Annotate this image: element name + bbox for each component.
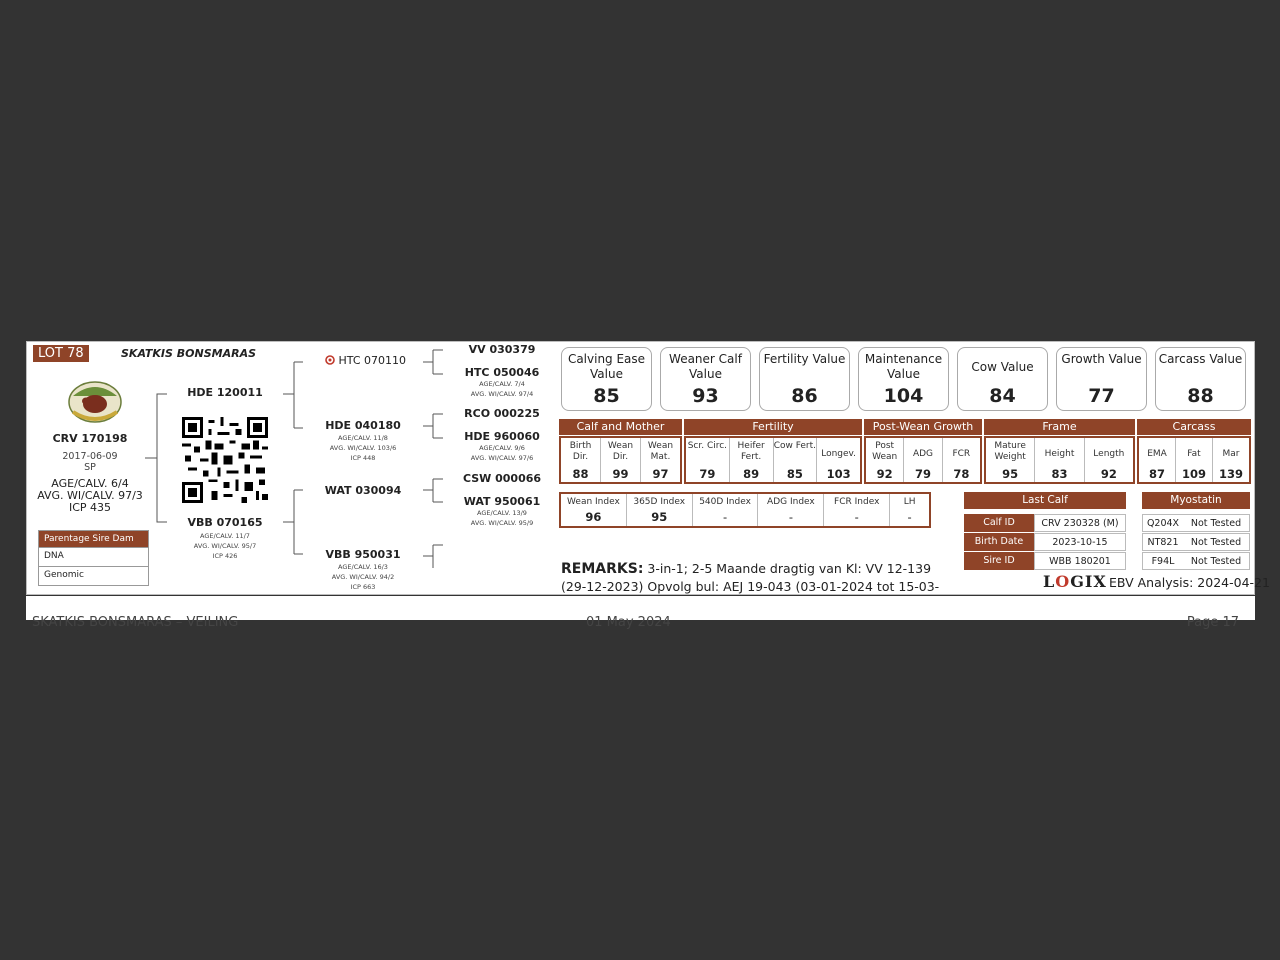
value-number: 77 <box>1088 385 1115 407</box>
index-value: 95 <box>651 510 668 524</box>
ebv-value: 97 <box>652 467 669 481</box>
ebv-value: 79 <box>699 467 716 481</box>
ebv-label: Scr. Circ. <box>687 441 728 451</box>
ebv-table-fertility <box>684 436 862 484</box>
index-cell <box>824 494 890 526</box>
value-label: Carcass Value <box>1158 352 1243 366</box>
myostatin-row <box>1142 552 1250 570</box>
value-label: Cow Value <box>971 360 1034 374</box>
ebv-cell <box>641 438 680 482</box>
value-label: Maintenance Value <box>864 352 943 381</box>
index-cell <box>758 494 824 526</box>
ebv-label: Post Wean <box>872 441 898 462</box>
value-label: Weaner Calf Value <box>669 352 742 381</box>
ebv-cell <box>774 438 818 482</box>
index-cell <box>627 494 693 526</box>
animal-dob: 2017-06-09 <box>62 451 118 462</box>
myostatin-status: Not Tested <box>1190 537 1242 548</box>
ebv-value: 103 <box>826 467 851 481</box>
last-calf-key: Sire ID <box>964 552 1034 570</box>
logo-letter: O <box>1055 572 1071 591</box>
group-header-carcass: Carcass <box>1137 419 1251 435</box>
group-header-fertility: Fertility <box>684 419 862 435</box>
sire-id: HDE 120011 <box>187 386 263 399</box>
gen3-id: CSW 000066 <box>462 472 542 485</box>
sire-sire-id: HTC 070110 <box>338 354 407 367</box>
index-cell <box>561 494 627 526</box>
last-calf-key: Birth Date <box>964 533 1034 551</box>
ebv-value: 92 <box>876 467 893 481</box>
value-label: Fertility Value <box>763 352 846 366</box>
ebv-value: 78 <box>953 467 970 481</box>
last-calf-header: Last Calf <box>964 492 1126 509</box>
ebv-label: Length <box>1093 449 1125 459</box>
dam-avg-wi: AVG. WI/CALV. 95/7 <box>193 542 257 550</box>
dam-sire-id: WAT 030094 <box>324 484 402 497</box>
parentage-row-dna: DNA <box>39 547 148 566</box>
gen3-age-calv: AGE/CALV. 9/6 <box>479 444 525 452</box>
value-box-growth <box>1056 347 1147 411</box>
ebv-label: Wean Mat. <box>647 441 674 462</box>
ebv-label: Longev. <box>821 449 857 459</box>
sire-sire <box>325 354 406 367</box>
value-number: 86 <box>791 385 818 407</box>
index-label: 365D Index <box>633 497 686 507</box>
dam-dam-age-calv: AGE/CALV. 16/3 <box>338 563 388 571</box>
last-calf-row <box>964 514 1126 532</box>
ebv-label: Mature Weight <box>994 441 1026 462</box>
ebv-value: 88 <box>572 467 589 481</box>
index-label: 540D Index <box>699 497 751 507</box>
value-number: 93 <box>692 385 719 407</box>
animal-icp: ICP 435 <box>68 501 112 514</box>
ebv-value: 99 <box>612 467 629 481</box>
dam-dam-icp: ICP 663 <box>350 583 376 591</box>
index-label: ADG Index <box>767 497 815 507</box>
ebv-cell <box>561 438 601 482</box>
dam-age-calv: AGE/CALV. 11/7 <box>200 532 250 540</box>
dam-dam-avg-wi: AVG. WI/CALV. 94/2 <box>331 573 395 581</box>
ebv-table-post-wean <box>864 436 982 484</box>
target-icon <box>325 355 335 365</box>
footer-page: Page 17 <box>1186 615 1239 630</box>
ebv-cell <box>1139 438 1176 482</box>
ebv-cell <box>904 438 942 482</box>
value-number: 85 <box>593 385 620 407</box>
animal-id: CRV 170198 <box>52 432 128 445</box>
ebv-cell <box>986 438 1035 482</box>
gen3-id: HDE 960060 <box>464 430 540 443</box>
group-header-frame: Frame <box>984 419 1135 435</box>
value-box-calving-ease <box>561 347 652 411</box>
gen3-id: WAT 950061 <box>463 495 541 508</box>
index-table <box>559 492 931 528</box>
ebv-cell <box>1213 438 1249 482</box>
myostatin-gene: Q204X <box>1146 518 1180 529</box>
myostatin-gene: F94L <box>1151 556 1175 567</box>
ebv-value: 85 <box>786 467 803 481</box>
value-box-weaner-calf <box>660 347 751 411</box>
page-footer <box>26 596 1255 630</box>
logo-letter: L <box>1043 572 1056 591</box>
ebv-cell <box>1176 438 1213 482</box>
ebv-label: Heifer Fert. <box>737 441 765 462</box>
value-box-carcass <box>1155 347 1246 411</box>
footer-left: SKATKIS BONSMARAS – VEILING <box>32 615 239 630</box>
lot-card <box>26 341 1270 595</box>
ebv-label: Height <box>1044 449 1075 459</box>
gen3-age-calv: AGE/CALV. 13/9 <box>477 509 527 517</box>
myostatin-gene: NT821 <box>1147 537 1179 548</box>
remarks-text: 3-in-1; 2-5 Maande dragtig van Kl: VV 12-139 (29-12-2023) Opvolg bul: AEJ 19-043 (03-01-2024 tot 15-03- <box>561 561 940 594</box>
group-header-post-wean: Post-Wean Growth <box>864 419 982 435</box>
ebv-cell <box>601 438 641 482</box>
value-number: 104 <box>883 385 924 407</box>
ebv-label: FCR <box>952 449 971 459</box>
ebv-label: Wean Dir. <box>607 441 634 462</box>
index-label: LH <box>903 497 916 507</box>
logo-letter: GIX <box>1070 572 1107 591</box>
ebv-analysis-date: EBV Analysis: 2024-04-21 <box>1109 575 1270 590</box>
ebv-value: 89 <box>743 467 760 481</box>
gen3-avg-wi: AVG. WI/CALV. 97/4 <box>470 390 534 398</box>
animal-sp: SP <box>84 462 96 473</box>
parentage-row-genomic: Genomic <box>39 566 148 585</box>
ebv-cell <box>866 438 904 482</box>
group-header-calf-mother: Calf and Mother <box>559 419 682 435</box>
myostatin-row <box>1142 514 1250 532</box>
index-value: 96 <box>585 510 602 524</box>
ebv-value: 139 <box>1218 467 1243 481</box>
sire-dam-id: HDE 040180 <box>325 419 401 432</box>
myostatin-status: Not Tested <box>1190 518 1242 529</box>
last-calf-value: 2023-10-15 <box>1034 533 1126 551</box>
gen3-id: VV 030379 <box>468 343 536 356</box>
ebv-cell <box>817 438 860 482</box>
last-calf-row <box>964 533 1126 551</box>
animal-age-calv: AGE/CALV. 6/4 <box>51 477 129 490</box>
ebv-cell <box>730 438 774 482</box>
sire-dam-icp: ICP 448 <box>350 454 376 462</box>
ebv-table-frame <box>984 436 1135 484</box>
ebv-value: 83 <box>1051 467 1068 481</box>
myostatin-header: Myostatin <box>1142 492 1250 509</box>
value-label: Growth Value <box>1061 352 1142 366</box>
dam-dam-id: VBB 950031 <box>325 548 401 561</box>
myostatin-status: Not Tested <box>1190 556 1242 567</box>
ebv-label: ADG <box>912 449 934 459</box>
ebv-value: 92 <box>1100 467 1117 481</box>
remarks-label: REMARKS: <box>561 561 644 577</box>
qr-code-icon <box>182 417 268 503</box>
footer-date: 01 May 2024 <box>586 615 671 630</box>
gen3-id: HTC 050046 <box>464 366 540 379</box>
last-calf-row <box>964 552 1126 570</box>
ebv-table-calf-mother <box>559 436 682 484</box>
dam-id: VBB 070165 <box>187 516 263 529</box>
gen3-avg-wi: AVG. WI/CALV. 95/9 <box>470 519 534 527</box>
value-box-maintenance <box>858 347 949 411</box>
last-calf-value: WBB 180201 <box>1034 552 1126 570</box>
index-value: - <box>788 510 793 524</box>
ebv-cell <box>943 438 980 482</box>
index-value: - <box>722 510 728 524</box>
ebv-label: Cow Fert. <box>773 441 817 451</box>
parentage-header: Parentage Sire Dam <box>39 531 148 547</box>
ebv-value: 79 <box>914 467 931 481</box>
ebv-value: 95 <box>1002 467 1019 481</box>
index-value: - <box>907 510 912 524</box>
ebv-value: 87 <box>1148 467 1165 481</box>
myostatin-row <box>1142 533 1250 551</box>
index-value: - <box>854 510 859 524</box>
ebv-table-carcass <box>1137 436 1251 484</box>
value-box-cow <box>957 347 1048 411</box>
sire-dam-avg-wi: AVG. WI/CALV. 103/6 <box>329 444 397 452</box>
value-number: 88 <box>1187 385 1214 407</box>
gen3-age-calv: AGE/CALV. 7/4 <box>479 380 525 388</box>
value-box-fertility <box>759 347 850 411</box>
value-label: Calving Ease Value <box>567 352 646 381</box>
gen3-avg-wi: AVG. WI/CALV. 97/6 <box>470 454 534 462</box>
last-calf-key: Calf ID <box>964 514 1034 532</box>
index-label: Wean Index <box>567 497 620 507</box>
ebv-cell <box>1085 438 1133 482</box>
ebv-label: Mar <box>1222 449 1240 459</box>
value-number: 84 <box>989 385 1016 407</box>
parentage-table <box>38 530 149 586</box>
ebv-label: EMA <box>1147 449 1167 459</box>
lot-number: LOT 78 <box>33 345 89 362</box>
index-cell <box>890 494 929 526</box>
ebv-cell <box>686 438 730 482</box>
animal-avg-wi: AVG. WI/CALV. 97/3 <box>37 489 143 502</box>
ebv-label: Fat <box>1187 449 1201 459</box>
ebv-value: 109 <box>1181 467 1206 481</box>
farm-name: SKATKIS BONSMARAS <box>121 347 257 360</box>
ebv-label: Birth Dir. <box>569 441 592 462</box>
gen3-id: RCO 000225 <box>464 407 540 420</box>
last-calf-value: CRV 230328 (M) <box>1034 514 1126 532</box>
sire-dam-age-calv: AGE/CALV. 11/8 <box>338 434 388 442</box>
dam-icp: ICP 426 <box>212 552 238 560</box>
logix-logo <box>1043 572 1107 591</box>
ebv-cell <box>1035 438 1084 482</box>
index-label: FCR Index <box>834 497 880 507</box>
index-cell <box>693 494 759 526</box>
